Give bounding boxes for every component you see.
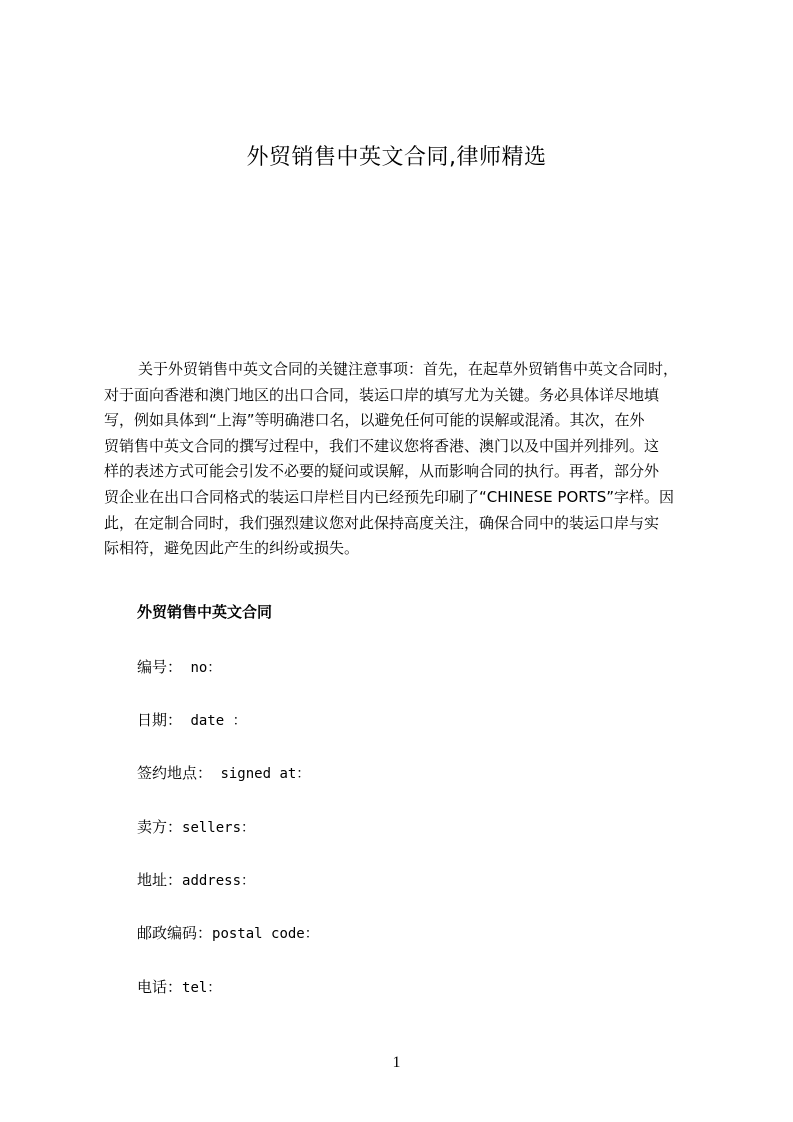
field-date <box>137 709 247 730</box>
field-label: 电话： <box>137 978 183 996</box>
field-signed-at <box>137 762 310 783</box>
field-value: no： <box>182 660 222 676</box>
field-label: 卖方： <box>137 818 183 836</box>
intro-line: 贸企业在出口合同格式的装运口岸栏目内已经预先印刷了“CHINESE PORTS”字样。因 <box>104 487 675 506</box>
intro-line: 此，在定制合同时，我们强烈建议您对此保持高度关注，确保合同中的装运口岸与实 <box>104 513 660 532</box>
field-value: postal code： <box>212 926 319 942</box>
field-value: tel： <box>182 980 222 996</box>
field-label: 编号： <box>137 658 183 676</box>
field-value: address： <box>182 873 256 889</box>
field-value: date ： <box>182 713 247 729</box>
field-label: 日期： <box>137 711 183 729</box>
page-number: 1 <box>392 1054 401 1071</box>
intro-line: 写，例如具体到“上海”等明确港口名，以避免任何可能的误解或混淆。其次，在外 <box>104 411 645 430</box>
intro-paragraph <box>104 357 710 562</box>
field-value: sellers： <box>182 820 256 836</box>
field-label: 地址： <box>137 871 183 889</box>
field-sellers <box>137 816 255 837</box>
intro-line: 样的表述方式可能会引发不必要的疑问或误解，从而影响合同的执行。再者，部分外 <box>104 462 660 481</box>
field-label: 邮政编码： <box>137 924 213 942</box>
intro-line: 贸销售中英文合同的撰写过程中，我们不建议您将香港、澳门以及中国并列排列。这 <box>104 436 660 455</box>
field-contract-no <box>137 656 221 677</box>
field-postal-code <box>137 922 319 943</box>
intro-line: 际相符，避免因此产生的纠纷或损失。 <box>104 539 360 558</box>
intro-line: 对于面向香港和澳门地区的出口合同，装运口岸的填写尤为关键。务必具体详尽地填 <box>104 385 660 404</box>
section-heading: 外贸销售中英文合同 <box>137 603 273 621</box>
document-title: 外贸销售中英文合同,律师精选 <box>246 145 547 170</box>
intro-line: 关于外贸销售中英文合同的关键注意事项：首先，在起草外贸销售中英文合同时， <box>138 360 679 378</box>
field-value: signed at： <box>212 766 311 782</box>
field-tel <box>137 976 221 997</box>
field-address <box>137 869 255 890</box>
field-label: 签约地点： <box>137 764 213 782</box>
